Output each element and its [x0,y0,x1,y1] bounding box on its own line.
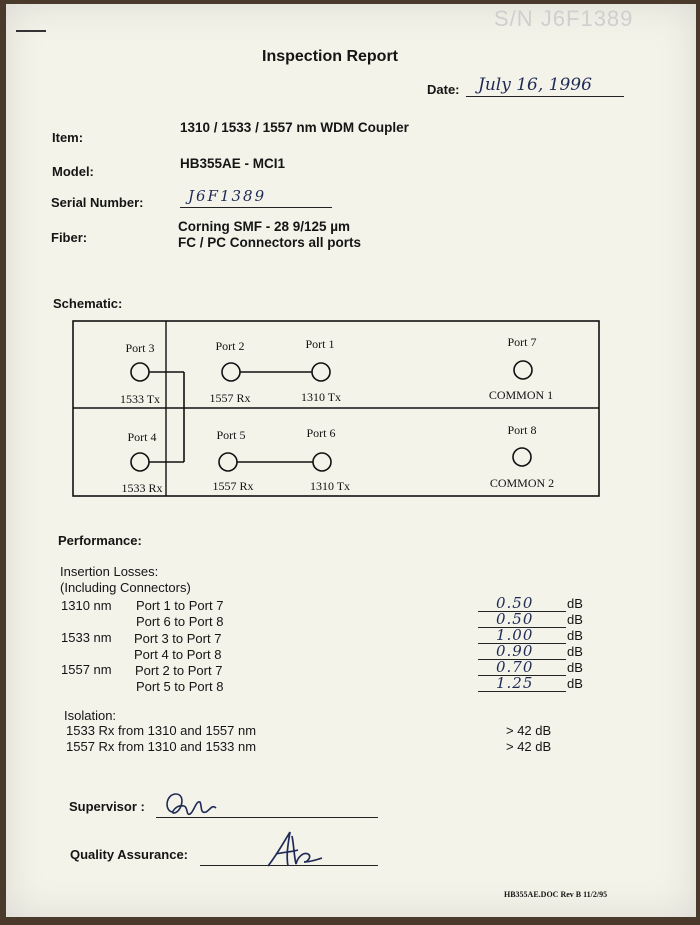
serial-watermark: S/N J6F1389 [494,6,634,31]
port-3-icon [131,363,149,381]
port-8-icon [513,448,531,466]
qa-signature [262,826,332,872]
supervisor-signature [162,786,226,822]
insertion-losses-title: Insertion Losses: [60,564,159,579]
port-5-icon [219,453,237,471]
loss-value: 0.90 [496,642,534,660]
port-4-sub: 1533 Rx [121,481,163,495]
loss-path: Port 5 to Port 8 [136,679,224,694]
port-1-label: Port 1 [305,337,335,351]
performance-label: Performance: [58,533,142,548]
loss-path: Port 3 to Port 7 [134,631,222,646]
quality-assurance-label: Quality Assurance: [70,847,189,862]
loss-path: Port 4 to Port 8 [134,647,222,662]
port-2-label: Port 2 [215,339,245,353]
loss-value: 1.00 [496,626,534,644]
date-field [466,75,624,97]
loss-path: Port 2 to Port 7 [135,663,223,678]
loss-unit: dB [567,644,583,659]
corner-mark [16,30,46,32]
port-5-sub: 1557 Rx [212,479,254,493]
supervisor-label: Supervisor : [69,799,145,814]
insertion-losses-subtitle: (Including Connectors) [60,580,191,595]
port-2-sub: 1557 Rx [209,391,251,405]
isolation-line-1: 1533 Rx from 1310 and 1557 nm [66,723,257,738]
fiber-line-1: Corning SMF - 28 9/125 µm [178,219,351,234]
isolation-value-1: > 42 dB [506,723,552,738]
date-label: Date: [427,82,460,97]
wavelength-1310: 1310 nm [61,598,112,613]
loss-value: 0.70 [496,658,534,676]
date-value: July 16, 1996 [478,75,592,95]
port-6-label: Port 6 [306,426,336,440]
isolation-line-2: 1557 Rx from 1310 and 1533 nm [66,739,257,754]
loss-unit: dB [567,612,583,627]
loss-unit: dB [567,596,583,611]
loss-unit: dB [567,676,583,691]
port-4-icon [131,453,149,471]
loss-value: 1.25 [496,674,534,692]
schematic-label: Schematic: [53,296,123,311]
model-value: HB355AE - MCI1 [180,156,286,171]
port-8-sub: COMMON 2 [489,476,555,490]
isolation-value-2: > 42 dB [506,739,552,754]
port-7-label: Port 7 [507,335,537,349]
fiber-label: Fiber: [51,230,88,245]
model-label: Model: [52,164,94,179]
isolation-title: Isolation: [64,708,117,723]
serial-number-field [180,187,332,208]
loss-unit: dB [567,628,583,643]
wavelength-1533: 1533 nm [61,630,112,645]
document-footer: HB355AE.DOC Rev B 11/2/95 [504,890,608,899]
inspection-report-page [6,4,696,917]
port-4-label: Port 4 [127,430,157,444]
port-5-label: Port 5 [216,428,246,442]
schematic-diagram [72,320,602,500]
serial-number-label: Serial Number: [51,195,144,210]
port-3-sub: 1533 Tx [119,392,161,406]
item-label: Item: [52,130,84,145]
item-value: 1310 / 1533 / 1557 nm WDM Coupler [180,120,409,135]
port-1-icon [312,363,330,381]
loss-value: 0.50 [496,594,534,612]
loss-path: Port 1 to Port 7 [136,598,224,613]
port-6-icon [313,453,331,471]
port-6-sub: 1310 Tx [309,479,351,493]
loss-value-field [478,676,566,692]
port-7-sub: COMMON 1 [488,388,554,402]
loss-path: Port 6 to Port 8 [136,614,224,629]
serial-number-value: J6F1389 [188,187,267,205]
port-7-icon [514,361,532,379]
loss-value: 0.50 [496,610,534,628]
loss-unit: dB [567,660,583,675]
report-title: Inspection Report [262,48,399,65]
fiber-line-2: FC / PC Connectors all ports [178,235,362,250]
port-3-label: Port 3 [125,341,155,355]
wavelength-1557: 1557 nm [61,662,112,677]
port-1-sub: 1310 Tx [300,390,342,404]
port-8-label: Port 8 [507,423,537,437]
port-2-icon [222,363,240,381]
